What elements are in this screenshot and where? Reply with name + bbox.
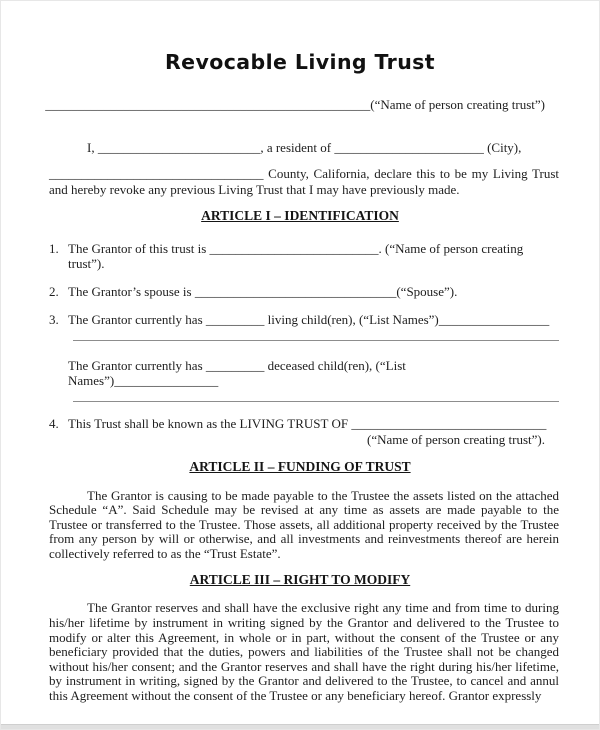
list-item-2-text: The Grantor’s spouse is _______________________________(“Spouse”). (68, 283, 458, 299)
grantor-name-blank: __________________________________________________ (45, 97, 371, 112)
list-item-3-continued (49, 358, 559, 388)
list-item-4-caption: (“Name of person creating trust”). (367, 431, 545, 447)
list-item-2 (49, 284, 559, 299)
list-item-1-text: The Grantor of this trust is __________________________. (“Name of person creating trust”). (68, 240, 524, 271)
list-item-3-number: 3. (49, 311, 59, 327)
declaration-line-2: _________________________________ County, California, declare this to be my Living Trust and hereby revoke any previous Living Trust that I may have previously made. (49, 165, 559, 197)
list-item-3b-number (49, 358, 68, 388)
grantor-name-caption: (“Name of person creating trust”) (370, 97, 545, 112)
page-bottom-edge (1, 724, 599, 729)
list-item-3b-text: The Grantor currently has _________ deceased child(ren), (“List Names”)________________ (68, 357, 406, 388)
document-title: Revocable Living Trust (165, 50, 435, 74)
list-item-3-text: The Grantor currently has _________ living child(ren), (“List Names”)_________________ (68, 311, 550, 327)
list-item-1 (49, 241, 559, 271)
grantor-name-row (1, 97, 545, 113)
blank-write-in-line (73, 340, 559, 341)
article-2-heading: ARTICLE II – FUNDING OF TRUST (189, 458, 411, 474)
declaration-line-1: I, _________________________, a resident of _______________________ (City), (87, 140, 522, 155)
article-1-heading: ARTICLE I – IDENTIFICATION (201, 207, 399, 223)
list-item-2-number: 2. (49, 283, 59, 299)
list-item-4 (49, 416, 559, 431)
list-item-1-number: 1. (49, 240, 59, 256)
list-item-3 (49, 312, 559, 327)
article-3-body: The Grantor reserves and shall have the exclusive right any time and from time to during his/her lifetime by instrument in writing signed by the Grantor and delivered to the Trustee to modify or alter this Agreement, in whole or in part, without the consent of the Trustee or any beneficiary provided that the duties, powers and liabilities of the Trustee shall not be changed without his/her consent; and the Grantor reserves and shall have the right during his/her lifetime, by instrument in writing, signed by the Grantor and delivered to the Trustee, to cancel and annul this Agreement without the consent of the Trustee or any beneficiary hereof. Grantor expressly (49, 600, 559, 704)
list-item-4-text: This Trust shall be known as the LIVING TRUST OF ______________________________ (68, 415, 547, 431)
list-item-4-number: 4. (49, 415, 59, 431)
article-3-heading: ARTICLE III – RIGHT TO MODIFY (189, 572, 411, 588)
blank-write-in-line (73, 401, 559, 402)
article-2-body: The Grantor is causing to be made payable to the Trustee the assets listed on the attached Schedule “A”. Said Schedule may be revised at any time as assets are made payable to the Trustee or transferred to the Trustee. Those assets, all additional property received by the Trustee from any person by will or otherwise, and all investments and reinvestments thereof are herein collectively referred to as the “Trust Estate”. (49, 487, 559, 561)
